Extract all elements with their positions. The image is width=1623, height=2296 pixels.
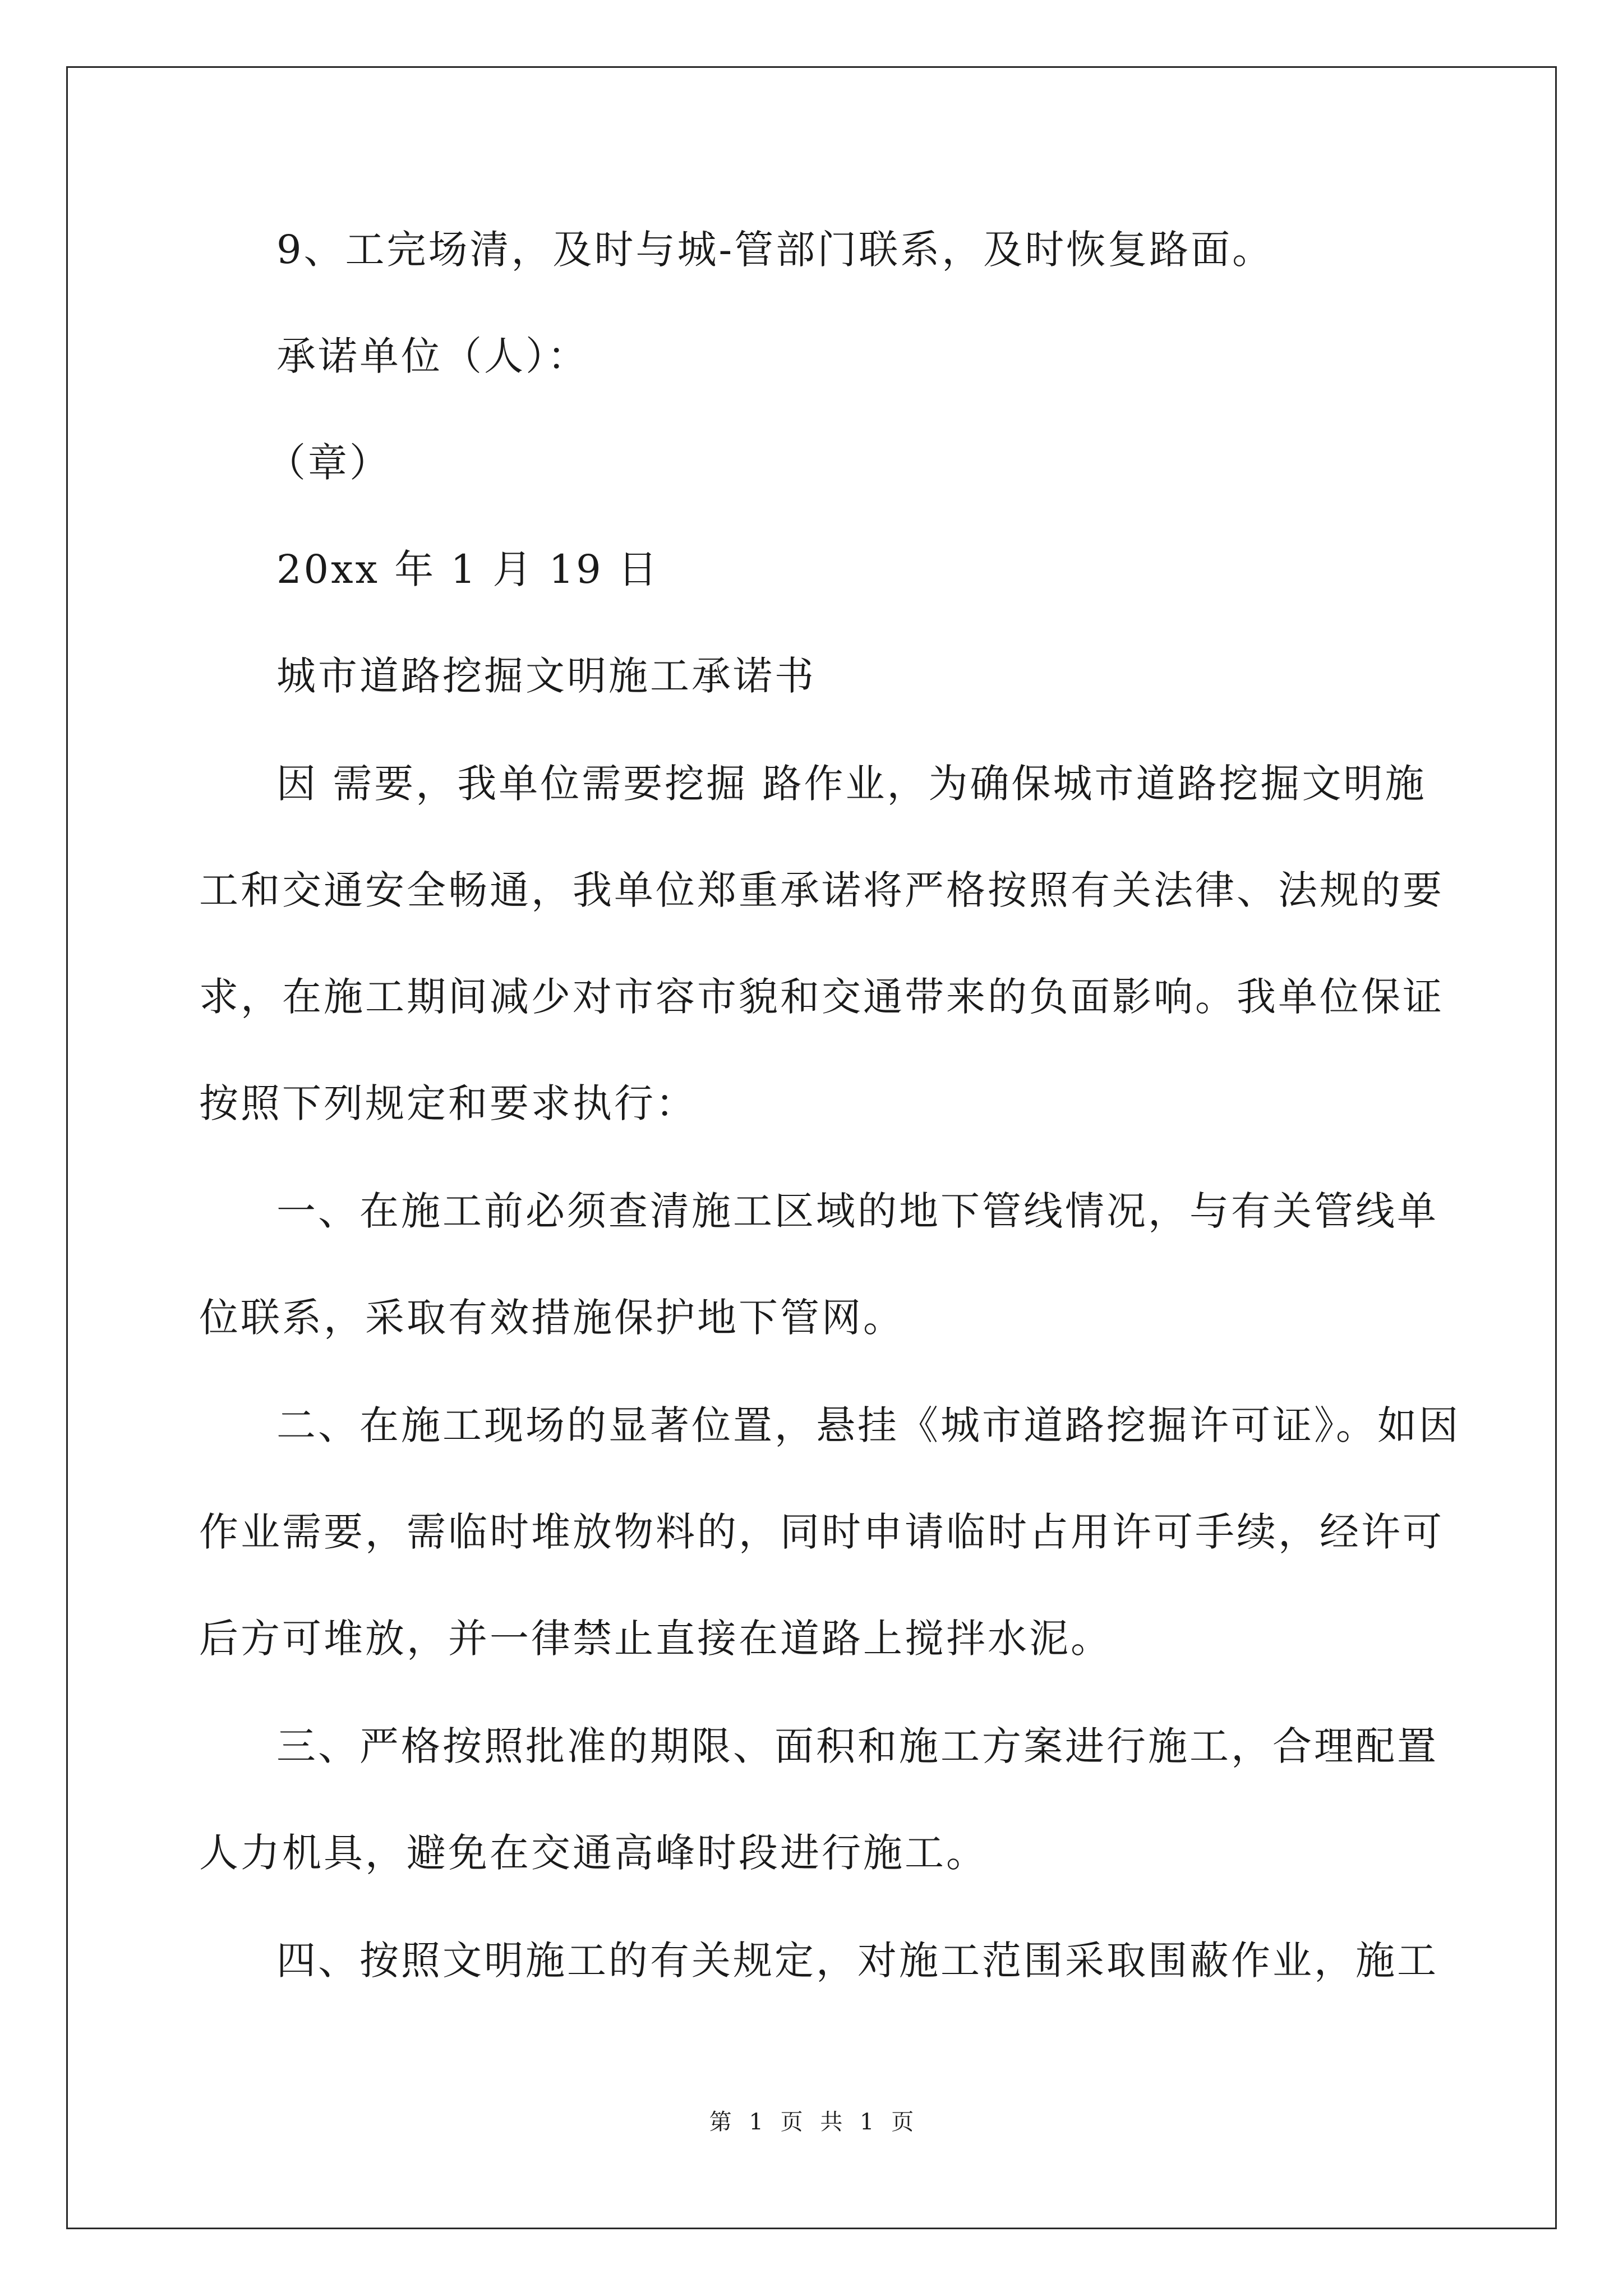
clause-3-line-2: 人力机具，避免在交通高峰时段进行施工。: [199, 1830, 988, 1876]
signatory-label: 承诺单位（人）：: [276, 333, 589, 379]
intro-line-2: 工和交通安全畅通，我单位郑重承诺将严格按照有关法律、法规的要: [199, 867, 1444, 913]
date-text: 20xx 年 1 月 19 日: [276, 546, 660, 592]
clause-2-line-1: 二、在施工现场的显著位置，悬挂《城市道路挖掘许可证》。如因: [276, 1402, 1460, 1448]
intro-line-4: 按照下列规定和要求执行：: [199, 1080, 697, 1126]
clause-1-line-2: 位联系，采取有效措施保护地下管网。: [199, 1295, 905, 1341]
page-border: [66, 66, 1557, 2229]
page-footer: 第 1 页 共 1 页: [709, 2109, 914, 2135]
document-title: 城市道路挖掘文明施工承诺书: [276, 653, 816, 699]
clause-3-line-1: 三、严格按照批准的期限、面积和施工方案进行施工，合理配置: [276, 1723, 1438, 1769]
clause-4-line-1: 四、按照文明施工的有关规定，对施工范围采取围蔽作业，施工: [276, 1938, 1438, 1984]
item-9-text: 9、工完场清，及时与城-管部门联系，及时恢复路面。: [276, 227, 1274, 273]
clause-2-line-3: 后方可堆放，并一律禁止直接在道路上搅拌水泥。: [199, 1616, 1112, 1662]
clause-2-line-2: 作业需要，需临时堆放物料的，同时申请临时占用许可手续，经许可: [199, 1509, 1444, 1555]
intro-line-1: 因 需要，我单位需要挖掘 路作业，为确保城市道路挖掘文明施: [276, 761, 1427, 807]
seal-label: （章）: [266, 440, 391, 486]
clause-1-line-1: 一、在施工前必须查清施工区域的地下管线情况，与有关管线单: [276, 1188, 1438, 1234]
intro-line-3: 求，在施工期间减少对市容市貌和交通带来的负面影响。我单位保证: [199, 974, 1444, 1020]
